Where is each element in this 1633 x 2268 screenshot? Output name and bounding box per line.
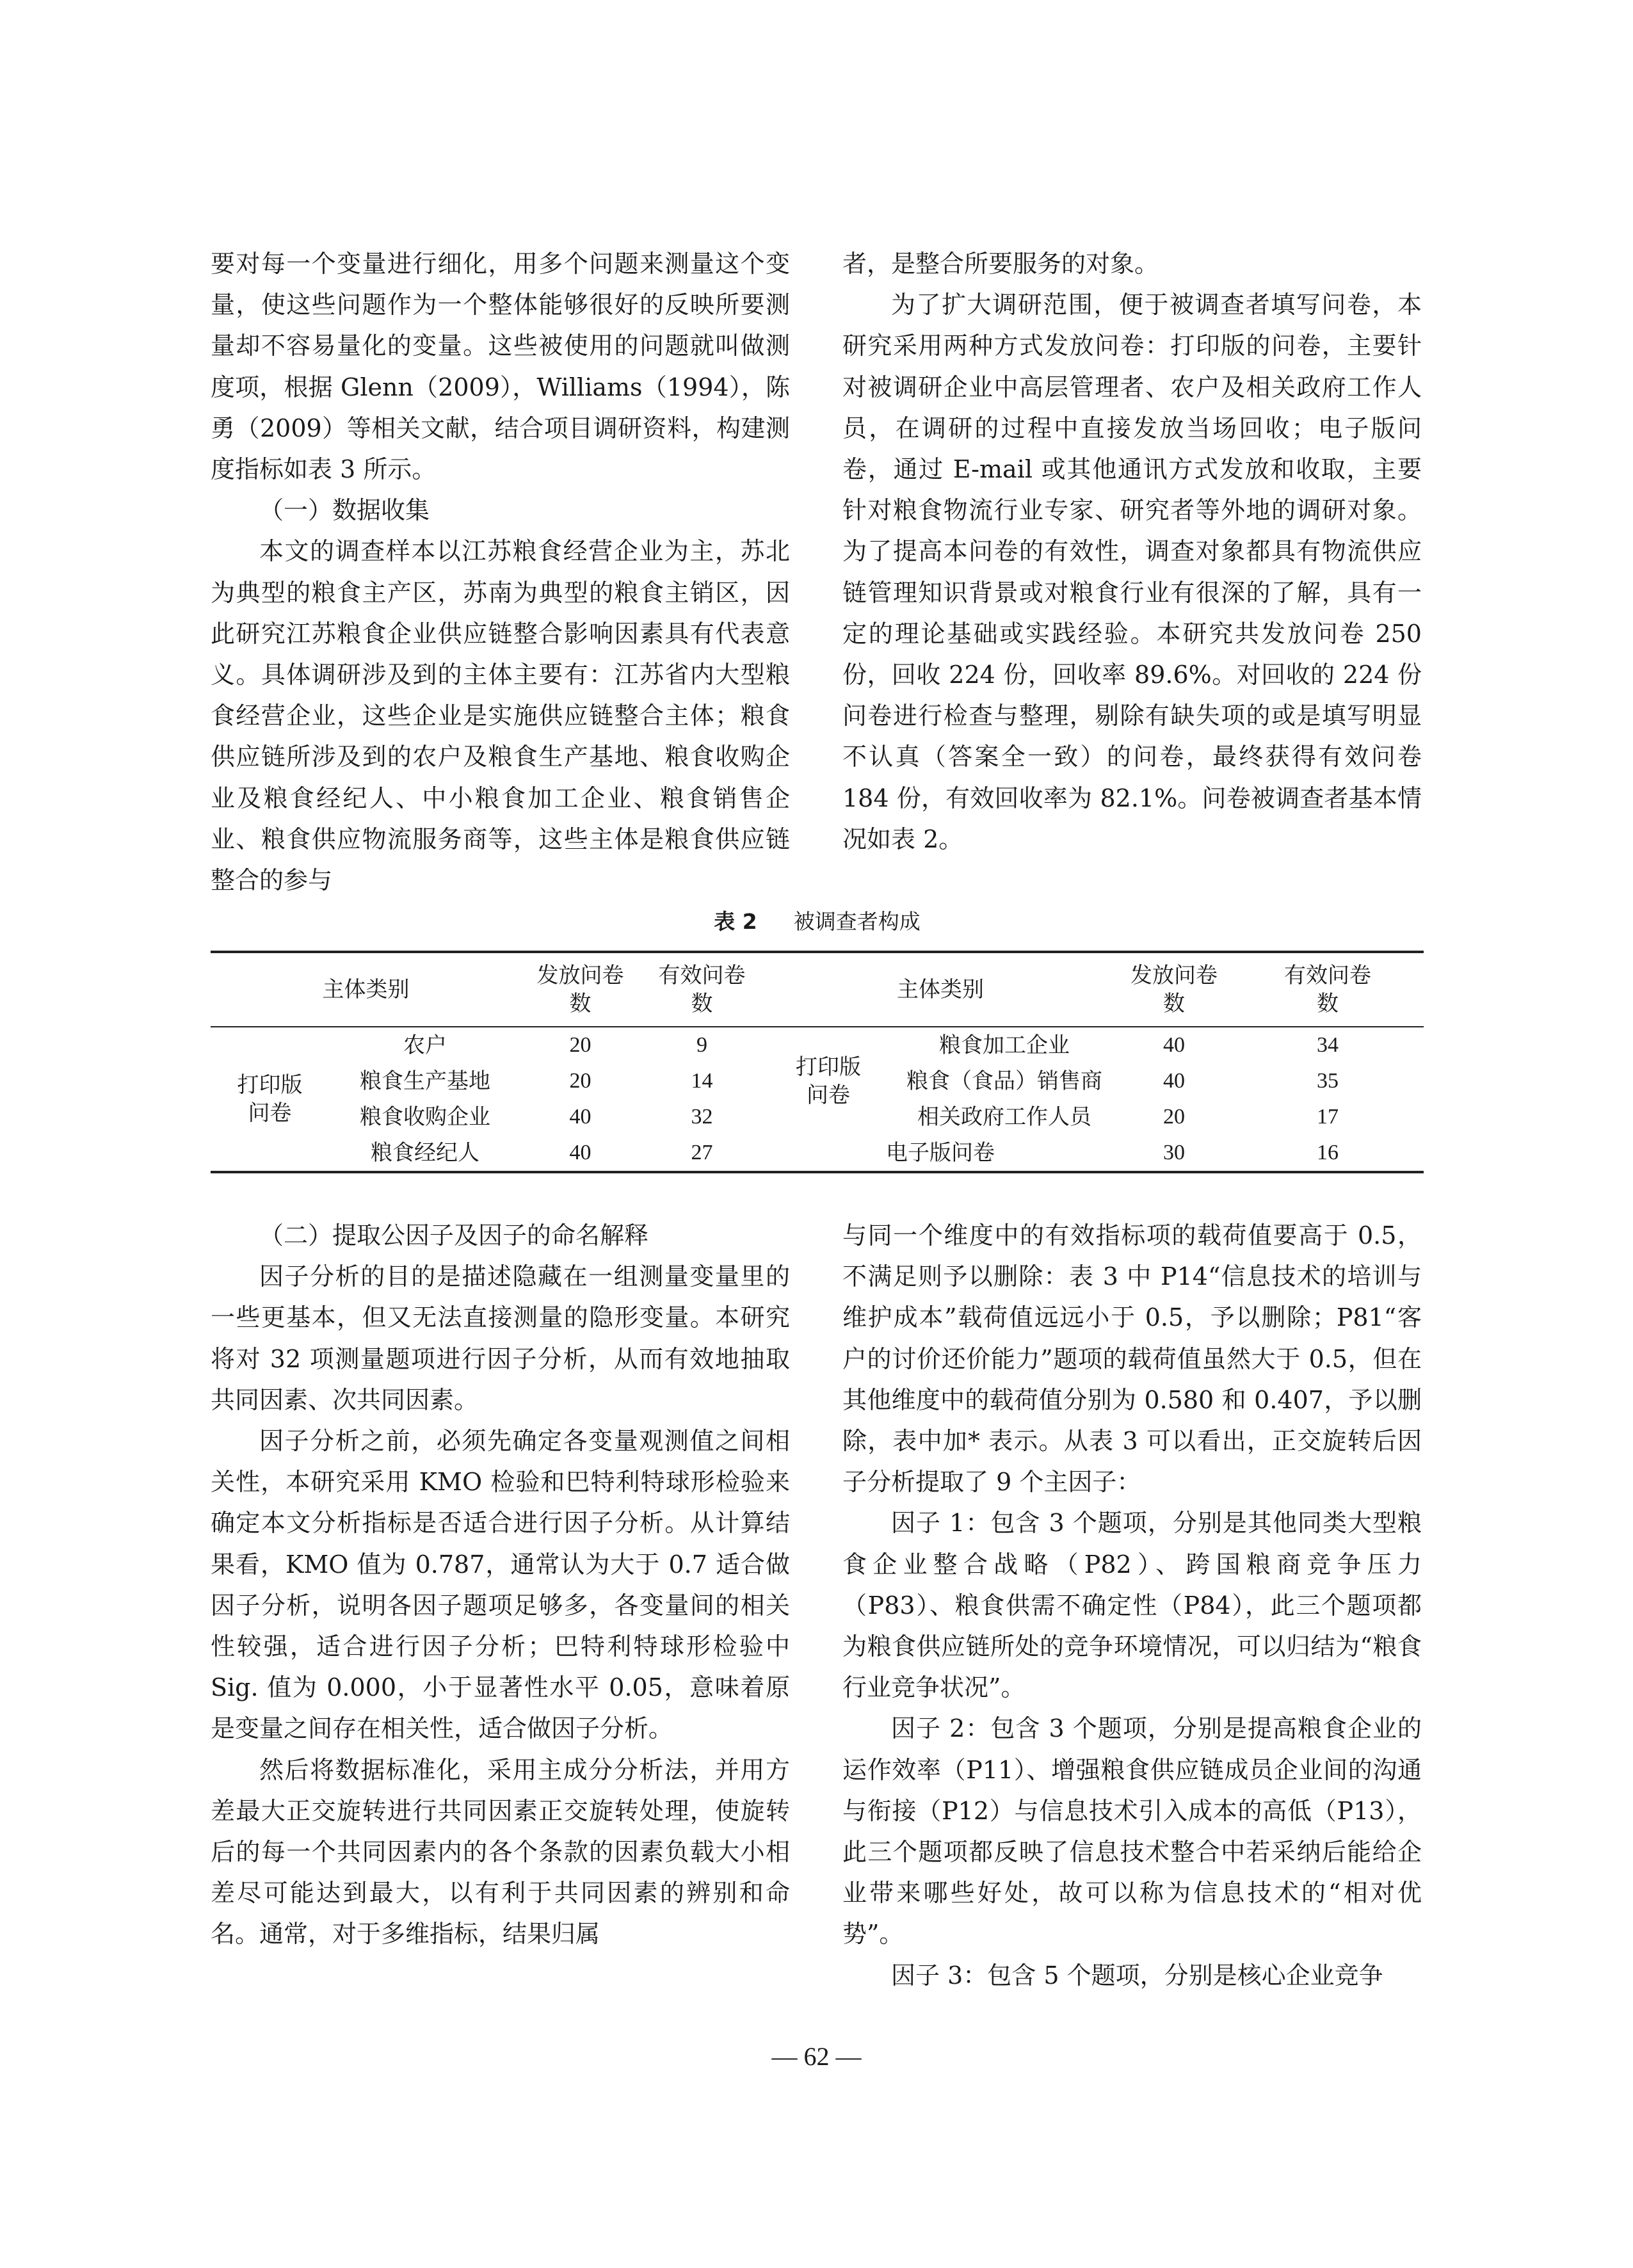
- row-name: 电子版问卷: [886, 1140, 995, 1166]
- header-type-left: 主体类别: [211, 952, 521, 1027]
- header-issued-left: 发放问卷数: [521, 952, 640, 1027]
- row-valid: 32: [691, 1105, 713, 1129]
- row-name: 粮食生产基地: [360, 1068, 490, 1094]
- paragraph: 然后将数据标准化，采用主成分分析法，并用方差最大正交旋转进行共同因素正交旋转处理，使旋转后的每一个共同因素内的各个条款的因素负载大小相差尽可能达到最大，以有利于共同因素的辨别和命名。通常，对于多维指标，结果归属: [211, 1755, 790, 1949]
- row-name: 农户: [403, 1033, 447, 1058]
- paragraph: 因子 1：包含 3 个题项，分别是其他同类大型粮食企业整合战略（P82）、跨国粮商竞争压力（P83）、粮食供需不确定性（P84），此三个题项都为粮食供应链所处的竞争环境情况，可以归结为“粮食行业竞争状况”。: [842, 1509, 1422, 1702]
- row-issued: 20: [569, 1069, 591, 1093]
- paragraph: 与同一个维度中的有效指标项的载荷值要高于 0.5，不满足则予以删除：表 3 中 P14“信息技术的培训与维护成本”载荷值远远小于 0.5，予以删除；P81“客户的讨价还价能力”题项的载荷值虽然大于 0.5，但在其他维度中的载荷值分别为 0.580 和 0.407，予以删除，表中加* 表示。从表 3 可以看出，正交旋转后因子分析提取了 9 个主因子：: [842, 1221, 1422, 1497]
- table-row: [211, 1135, 1424, 1172]
- header-type-right: 主体类别: [764, 952, 1116, 1027]
- row-issued: 40: [1163, 1069, 1185, 1093]
- row-issued: 40: [1163, 1033, 1185, 1057]
- table-number: 表 2: [714, 909, 757, 934]
- table-title: 被调查者构成: [793, 909, 921, 934]
- table-caption: [211, 906, 1424, 937]
- paragraph: 为了扩大调研范围，便于被调查者填写问卷，本研究采用两种方式发放问卷：打印版的问卷，主要针对被调研企业中高层管理者、农户及相关政府工作人员，在调研的过程中直接发放当场回收；电子版问卷，通过 E-mail 或其他通讯方式发放和收取，主要针对粮食物流行业专家、研究者等外地的调研对象。为了提高本问卷的有效性，调查对象都具有物流供应链管理知识背景或对粮食行业有很深的了解，具有一定的理论基础或实践经验。本研究共发放问卷 250 份，回收 224 份，回收率 89.6%。对回收的 224 份问卷进行检查与整理，剔除有缺失项的或是填写明显不认真（答案全一致）的问卷，最终获得有效问卷 184 份，有效回收率为 82.1%。问卷被调查者基本情况如表 2。: [842, 291, 1422, 853]
- section-heading: （一）数据收集: [259, 496, 430, 525]
- right-column-top: [842, 243, 1422, 860]
- row-name: 粮食（食品）销售商: [906, 1068, 1102, 1094]
- header-valid-left: 有效问卷数: [640, 952, 764, 1027]
- paragraph: 因子 3：包含 5 个题项，分别是核心企业竞争: [891, 1961, 1383, 1990]
- row-issued: 40: [569, 1105, 591, 1129]
- row-issued: 20: [1163, 1105, 1185, 1129]
- header-valid-right: 有效问卷数: [1232, 952, 1424, 1027]
- paragraph: 因子分析之前，必须先确定各变量观测值之间相关性，本研究采用 KMO 检验和巴特利特球形检验来确定本文分析指标是否适合进行因子分析。从计算结果看，KMO 值为 0.787，通常认为大于 0.7 适合做因子分析，说明各因子题项足够多，各变量间的相关性较强，适合进行因子分析；巴特利特球形检验中 Sig. 值为 0.000，小于显著性水平 0.05，意味着原是变量之间存在相关性，适合做因子分析。: [211, 1427, 790, 1743]
- row-name: 相关政府工作人员: [917, 1104, 1091, 1130]
- row-valid: 17: [1317, 1105, 1339, 1129]
- row-valid: 35: [1317, 1069, 1339, 1093]
- row-name: 粮食收购企业: [360, 1104, 490, 1130]
- row-valid: 27: [691, 1141, 713, 1164]
- paragraph: 因子分析的目的是描述隐藏在一组测量变量里的一些更基本，但又无法直接测量的隐形变量。本研究将对 32 项测量题项进行因子分析，从而有效地抽取共同因素、次共同因素。: [211, 1262, 790, 1414]
- row-issued: 30: [1163, 1141, 1185, 1164]
- row-name: 粮食加工企业: [939, 1033, 1070, 1058]
- paragraph: 要对每一个变量进行细化，用多个问题来测量这个变量，使这些问题作为一个整体能够很好的反映所要测量却不容易量化的变量。这些被使用的问题就叫做测度项，根据 Glenn（2009），Williams（1994），陈勇（2009）等相关文献，结合项目调研资料，构建测度指标如表 3 所示。: [211, 250, 790, 484]
- paragraph: 因子 2：包含 3 个题项，分别是提高粮食企业的运作效率（P11）、增强粮食供应链成员企业间的沟通与衔接（P12）与信息技术引入成本的高低（P13），此三个题项都反映了信息技术整合中若采纳后能给企业带来哪些好处，故可以称为信息技术的“相对优势”。: [842, 1714, 1422, 1949]
- left-column-top: [211, 243, 790, 901]
- right-column-bottom: [842, 1215, 1422, 1996]
- row-valid: 16: [1317, 1141, 1339, 1164]
- table-header-row: [211, 952, 1424, 1027]
- left-column-bottom: [211, 1215, 790, 1955]
- row-issued: 40: [569, 1141, 591, 1164]
- paragraph: 本文的调查样本以江苏粮食经营企业为主，苏北为典型的粮食主产区，苏南为典型的粮食主销区，因此研究江苏粮食企业供应链整合影响因素具有代表意义。具体调研涉及到的主体主要有：江苏省内大型粮食经营企业，这些企业是实施供应链整合主体；粮食供应链所涉及到的农户及粮食生产基地、粮食收购企业及粮食经纪人、中小粮食加工企业、粮食销售企业、粮食供应物流服务商等，这些主体是粮食供应链整合的参与: [211, 537, 790, 895]
- row-issued: 20: [569, 1033, 591, 1057]
- row-valid: 14: [691, 1069, 713, 1093]
- group-label-left: 打印版问卷: [237, 1072, 303, 1126]
- table-row: [211, 1027, 1424, 1063]
- respondents-table: [211, 951, 1424, 1173]
- group-label-right: 打印版问卷: [796, 1054, 861, 1108]
- section-heading: （二）提取公因子及因子的命名解释: [259, 1221, 649, 1250]
- row-valid: 34: [1317, 1033, 1339, 1057]
- row-valid: 9: [696, 1033, 707, 1057]
- page-number: — 62 —: [771, 2042, 862, 2071]
- row-name: 粮食经纪人: [371, 1140, 479, 1166]
- header-issued-right: 发放问卷数: [1116, 952, 1232, 1027]
- paragraph: 者，是整合所要服务的对象。: [842, 250, 1159, 278]
